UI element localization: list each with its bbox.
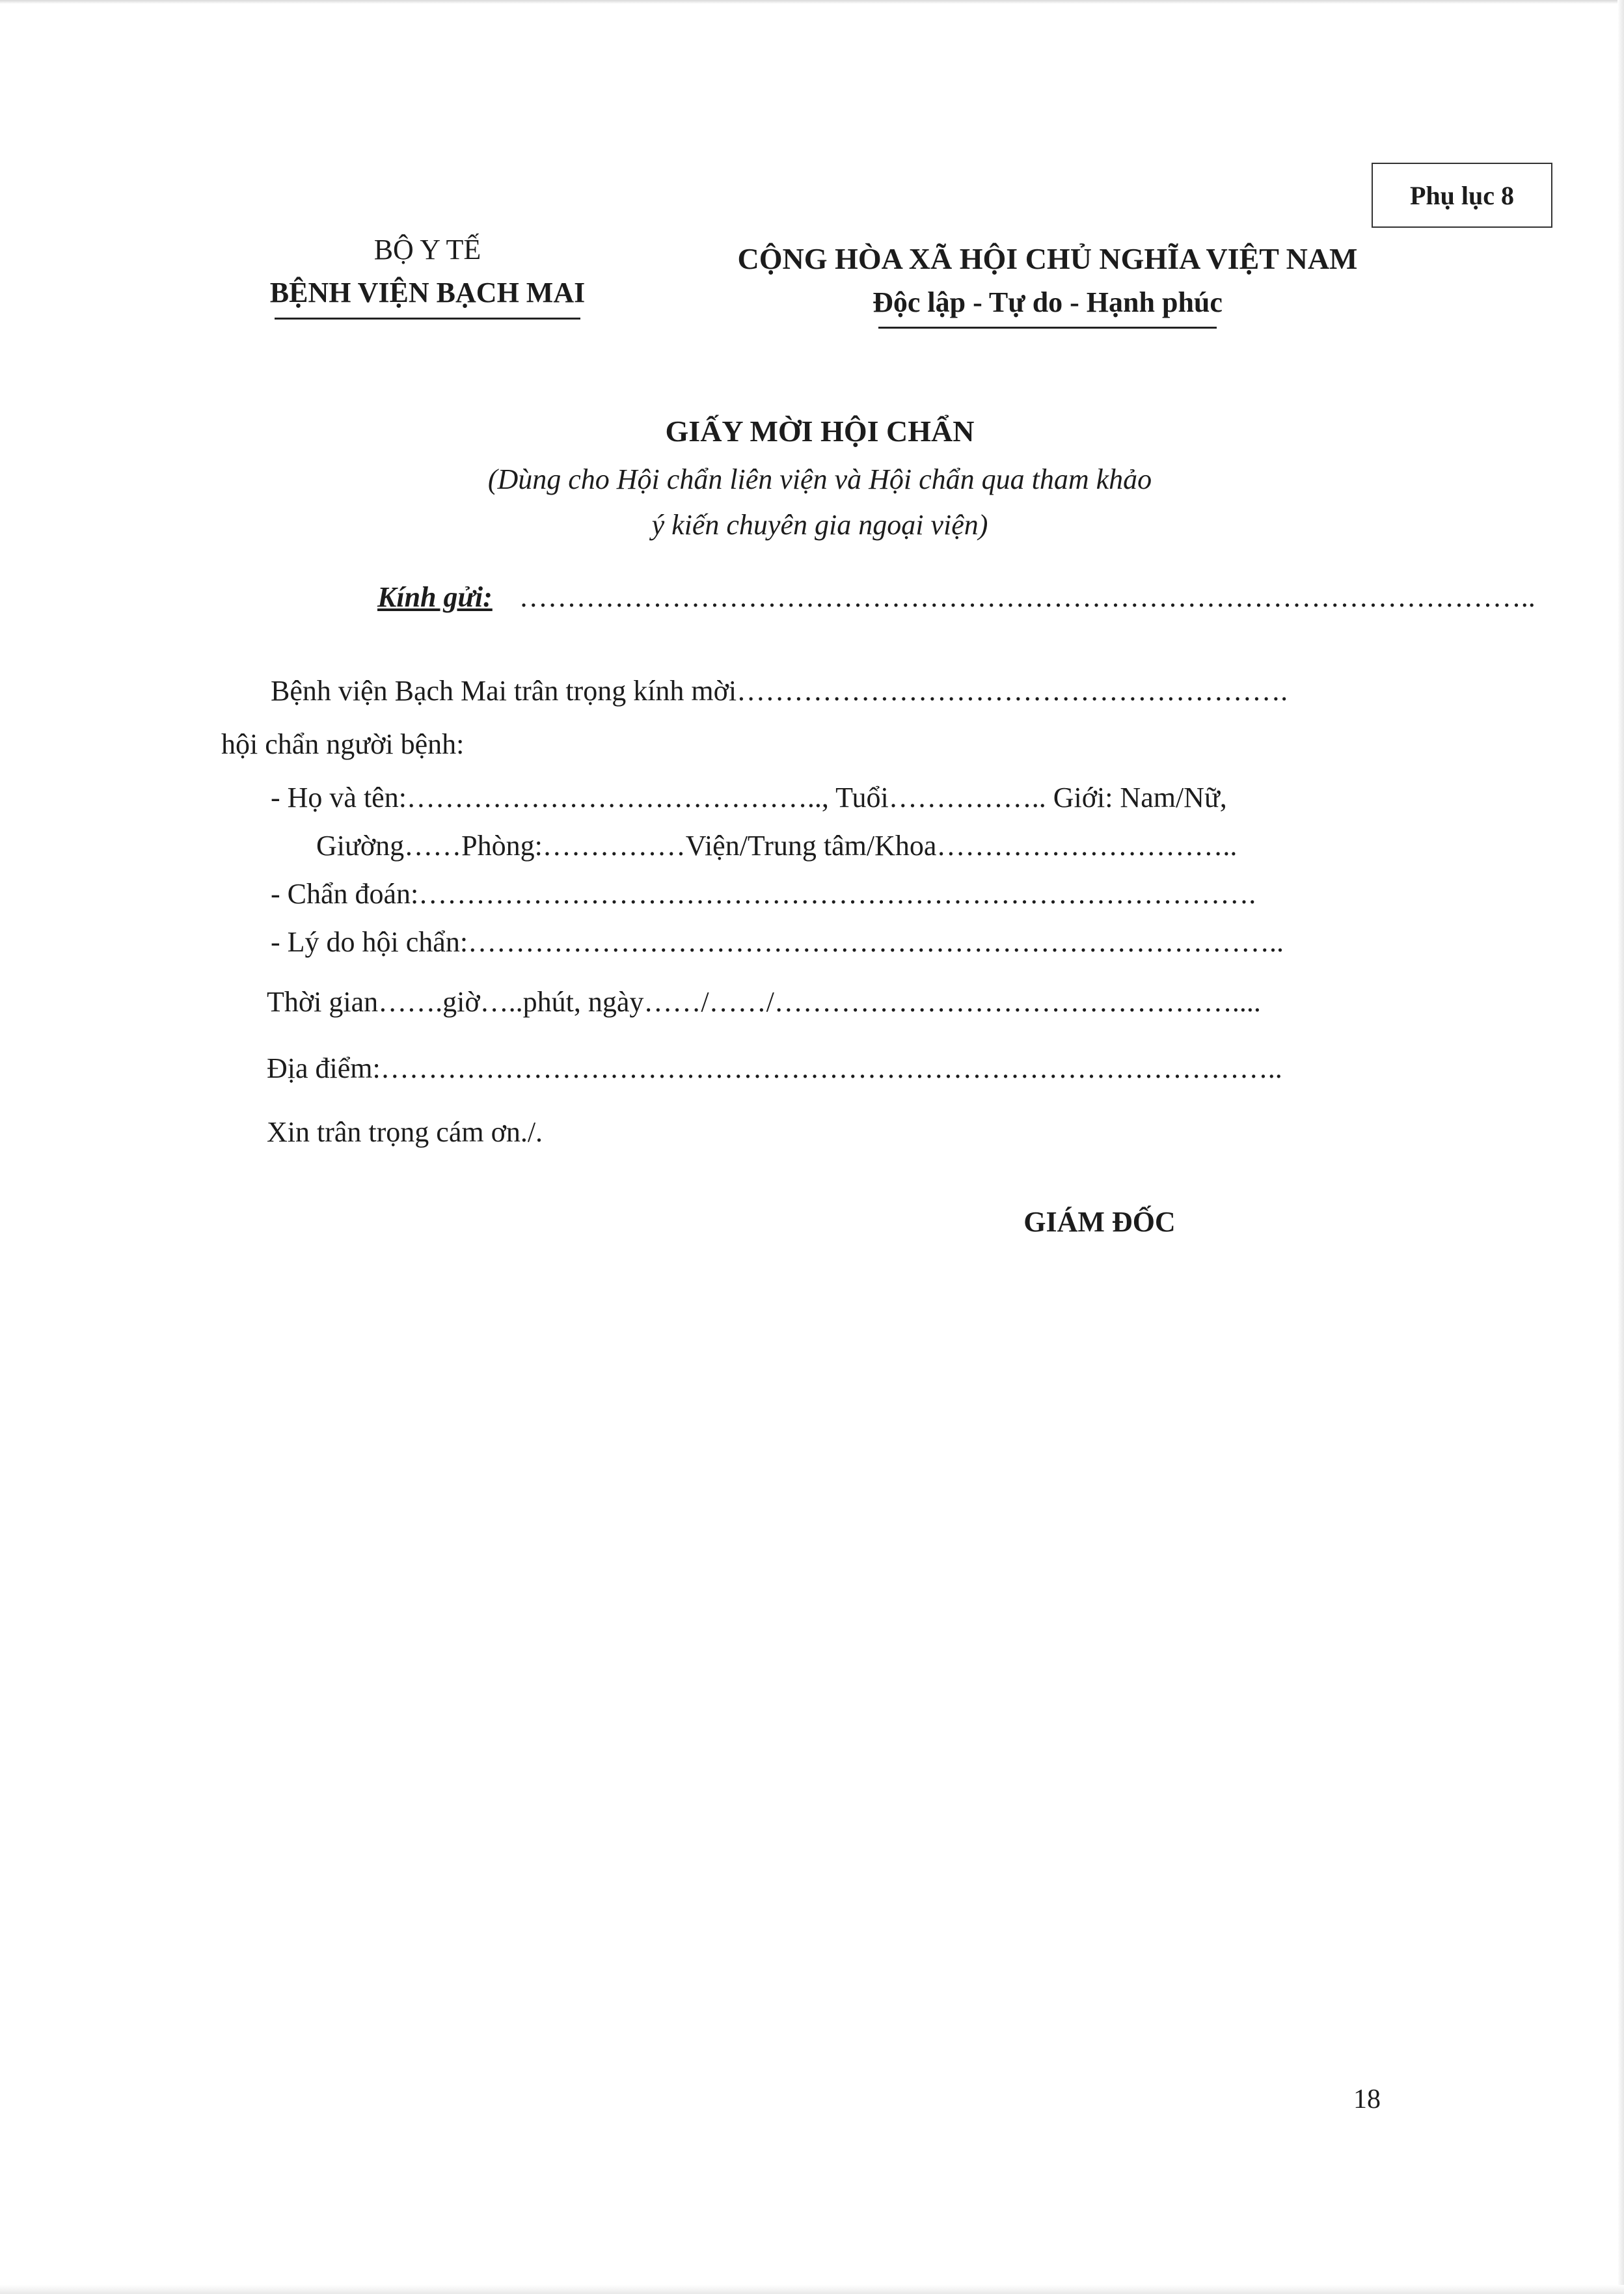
issuer-underline [275,318,580,320]
national-motto: Độc lập - Tự do - Hạnh phúc [873,286,1223,318]
patient-name-line: - Họ và tên:…………………………………….., Tuổi…………….. Giới: Nam/Nữ, [271,782,1227,813]
thanks-line: Xin trân trọng cám ơn./. [267,1116,543,1148]
signer-title: GIÁM ĐỐC [1023,1206,1176,1238]
motto-underline [878,327,1217,329]
subtitle-line-2: ý kiến chuyên gia ngoại viện) [651,509,988,541]
diagnosis-line: - Chẩn đoán:……………………………………………………………………………. [271,878,1256,910]
scan-edge-bottom [0,2285,1624,2294]
recipient-label: Kính gửi: [377,581,493,613]
reason-line: - Lý do hội chẩn:………………………………………………………………………….. [271,926,1284,958]
recipient-blank: …………………………………………………………………………………………….. [519,581,1536,613]
place-line: Địa điểm:………………………………………………………………………………….. [267,1052,1282,1084]
time-line: Thời gian…….giờ…..phút, ngày……/……/………………………………………….... [267,986,1261,1018]
scan-edge-top [0,0,1624,4]
national-header [677,238,1418,329]
issuer-header [255,229,600,320]
bed-room-line: Giường……Phòng:……………Viện/Trung tâm/Khoa………………………….. [316,830,1238,862]
form-title: GIẤY MỜI HỘI CHẨN [665,415,975,448]
hospital-name: BỆNH VIỆN BẠCH MAI [269,277,586,308]
ministry-name: BỘ Y TẾ [373,234,481,266]
patient-line: hội chẩn người bệnh: [221,728,465,760]
recipient-line [377,580,1536,614]
appendix-label-box [1372,163,1552,228]
page-number: 18 [1353,2084,1381,2114]
appendix-label: Phụ lục 8 [1409,180,1515,210]
country-name: CỘNG HÒA XÃ HỘI CHỦ NGHĨA VIỆT NAM [737,242,1358,275]
subtitle-line-1: (Dùng cho Hội chẩn liên viện và Hội chẩn qua tham khảo [487,463,1152,495]
form-subtitle [364,457,1275,548]
invite-line: Bệnh viện Bạch Mai trân trọng kính mời…………………………………………………. [271,675,1288,707]
scan-edge-right [1617,0,1624,2294]
